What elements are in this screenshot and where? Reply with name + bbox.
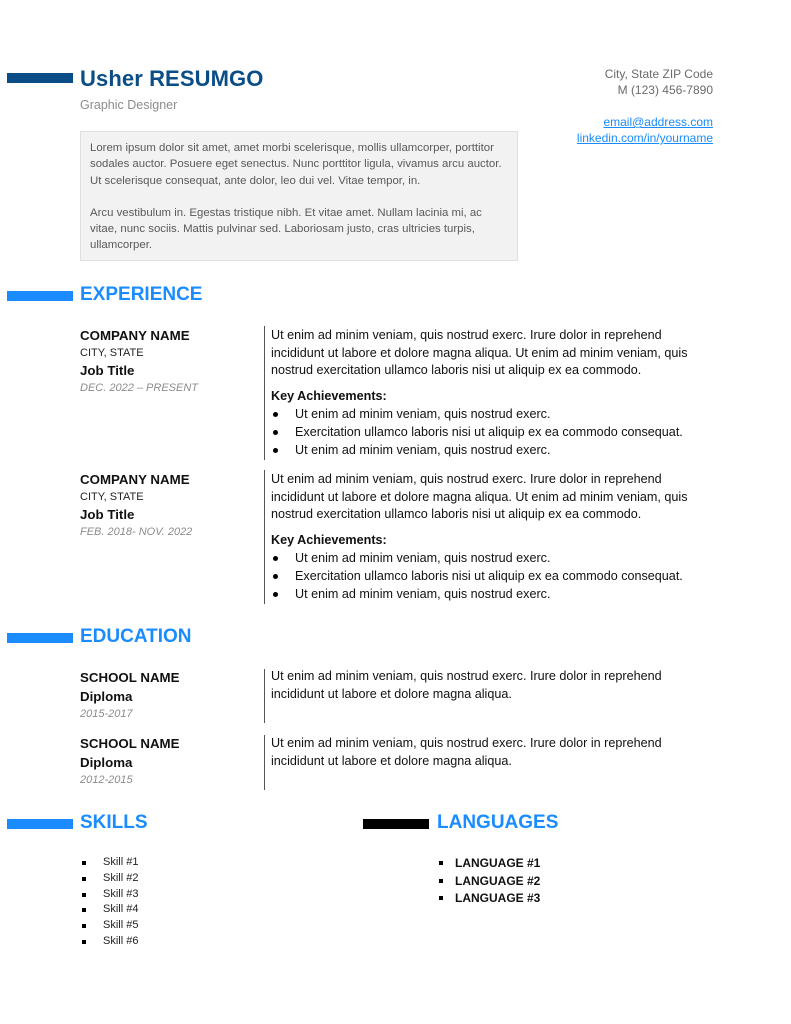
language-item: LANGUAGE #3 [437, 890, 540, 908]
linkedin-link[interactable]: linkedin.com/in/yourname [576, 131, 713, 145]
education-entry-details [271, 735, 716, 770]
education-description: Ut enim ad minim veniam, quis nostrud exerc. Irure dolor in reprehend incididunt ut labore et dolore magna aliqua. [271, 736, 662, 768]
experience-entry-meta [80, 327, 250, 397]
summary-paragraph: Lorem ipsum dolor sit amet, amet morbi scelerisque, mollis ullamcorper, porttitor sodales auctor. Posuere eget senectus. Nunc porttitor ligula, vivamus arcu auctor. Ut scelerisque consequat, ante dolor, leo dui vel. Vitae tempor, in. [90, 142, 502, 187]
section-title-education: EDUCATION [80, 626, 192, 647]
achievements-label: Key Achievements: [271, 388, 387, 403]
education-years: 2015-2017 [80, 708, 133, 720]
company-name: COMPANY NAME [80, 328, 190, 343]
languages-list [437, 855, 540, 908]
school-name: SCHOOL NAME [80, 670, 180, 685]
degree: Diploma [80, 689, 133, 704]
summary-box [80, 131, 518, 261]
entry-divider [264, 326, 265, 460]
achievement-item: Exercitation ullamco laboris nisi ut aliquip ex ea commodo consequat. [271, 423, 716, 441]
job-title: Job Title [80, 507, 135, 522]
experience-entry-meta [80, 471, 250, 541]
job-dates: DEC. 2022 – PRESENT [80, 382, 198, 394]
entry-divider [264, 470, 265, 604]
education-entry-meta [80, 669, 250, 723]
language-item: LANGUAGE #2 [437, 873, 540, 891]
job-dates: FEB. 2018- NOV. 2022 [80, 526, 193, 538]
company-location: CITY, STATE [80, 347, 144, 359]
skill-item: Skill #2 [80, 871, 138, 887]
email-link[interactable]: email@address.com [603, 115, 713, 129]
job-description: Ut enim ad minim veniam, quis nostrud exerc. Irure dolor in reprehend incididunt ut labore et dolore magna aliqua. Ut enim ad minim veniam, quis nostrud exercitation ullamco laboris nisi ut aliquip ex ea commodo. [271, 472, 688, 521]
contact-phone: M (123) 456-7890 [617, 83, 713, 97]
section-title-skills: SKILLS [80, 812, 148, 833]
section-title-languages: LANGUAGES [437, 812, 559, 833]
skill-item: Skill #5 [80, 918, 138, 934]
skills-list [80, 855, 138, 950]
education-entry-meta [80, 735, 250, 789]
experience-entry-details [271, 471, 716, 603]
summary-paragraph: Arcu vestibulum in. Egestas tristique nibh. Et vitae amet. Nullam lacinia mi, ac vitae, nunc sociis. Mattis pulvinar sed. Laboriosam justo, cras ultricies turpis, ullamcorper. [90, 206, 482, 252]
achievement-item: Ut enim ad minim veniam, quis nostrud exerc. [271, 441, 716, 459]
experience-entry-details [271, 327, 716, 459]
degree: Diploma [80, 755, 133, 770]
entry-divider [264, 669, 265, 723]
skill-item: Skill #1 [80, 855, 138, 871]
contact-spacer [577, 98, 713, 114]
skill-item: Skill #4 [80, 902, 138, 918]
candidate-name: Usher RESUMGO [80, 66, 264, 91]
candidate-role: Graphic Designer [80, 98, 178, 112]
contact-block [577, 66, 713, 146]
job-description: Ut enim ad minim veniam, quis nostrud exerc. Irure dolor in reprehend incididunt ut labore et dolore magna aliqua. Ut enim ad minim veniam, quis nostrud exercitation ullamco laboris nisi ut aliquip ex ea commodo. [271, 328, 688, 377]
contact-address: City, State ZIP Code [604, 67, 713, 81]
education-entry-details [271, 668, 716, 703]
language-item: LANGUAGE #1 [437, 855, 540, 873]
languages-accent-bar [363, 819, 429, 829]
experience-accent-bar [7, 291, 73, 301]
achievement-item: Ut enim ad minim veniam, quis nostrud exerc. [271, 405, 716, 423]
name-accent-bar [7, 73, 73, 83]
section-title-experience: EXPERIENCE [80, 284, 203, 305]
education-accent-bar [7, 633, 73, 643]
school-name: SCHOOL NAME [80, 736, 180, 751]
skill-item: Skill #6 [80, 934, 138, 950]
education-description: Ut enim ad minim veniam, quis nostrud exerc. Irure dolor in reprehend incididunt ut labore et dolore magna aliqua. [271, 669, 662, 701]
education-years: 2012-2015 [80, 774, 133, 786]
job-title: Job Title [80, 363, 135, 378]
company-location: CITY, STATE [80, 491, 144, 503]
achievements-label: Key Achievements: [271, 532, 387, 547]
achievements-list [271, 405, 716, 459]
achievements-list [271, 549, 716, 603]
achievement-item: Ut enim ad minim veniam, quis nostrud exerc. [271, 585, 716, 603]
skills-accent-bar [7, 819, 73, 829]
company-name: COMPANY NAME [80, 472, 190, 487]
achievement-item: Exercitation ullamco laboris nisi ut aliquip ex ea commodo consequat. [271, 567, 716, 585]
skill-item: Skill #3 [80, 887, 138, 903]
entry-divider [264, 735, 265, 790]
achievement-item: Ut enim ad minim veniam, quis nostrud exerc. [271, 549, 716, 567]
